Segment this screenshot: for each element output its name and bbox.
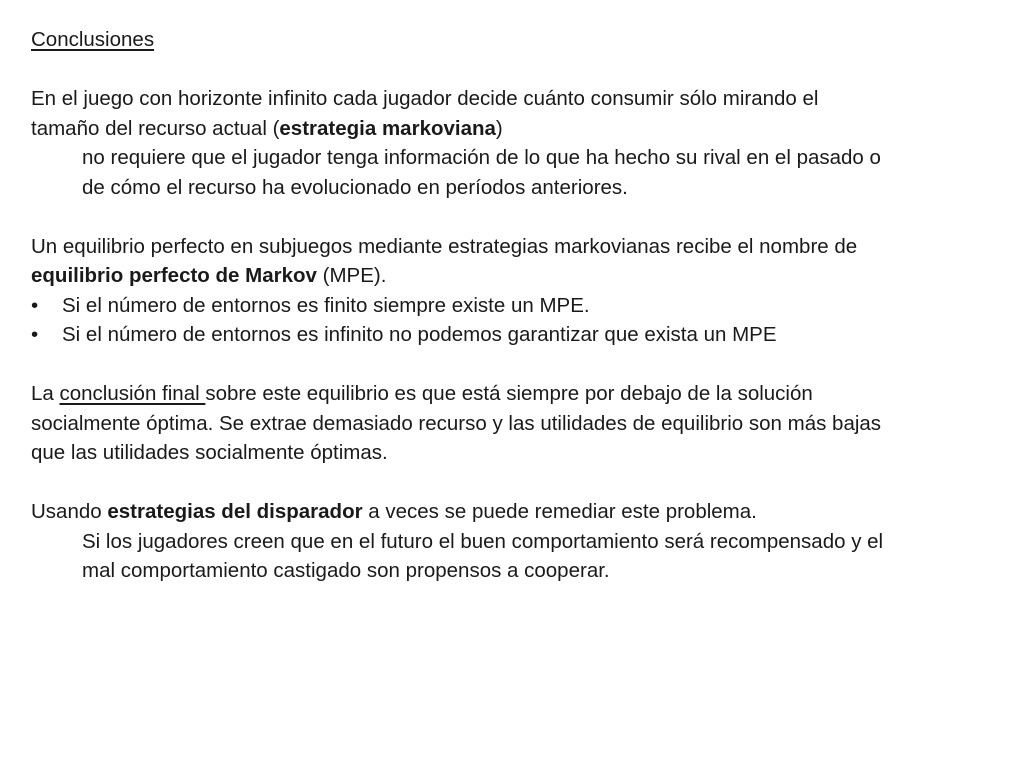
indented-line: Si los jugadores creen que en el futuro el buen comportamiento será recompensado y el <box>82 529 884 553</box>
text-line: que las utilidades socialmente óptimas. <box>31 441 388 464</box>
text-line <box>31 114 1000 144</box>
text-run: ) <box>495 116 503 140</box>
spacer <box>31 350 1000 380</box>
text-line: En el juego con horizonte infinito cada jugador decide cuánto consumir sólo mirando el <box>31 87 819 110</box>
bold-term: estrategia markoviana <box>279 116 496 140</box>
text-run: sobre este equilibrio es que está siempre por debajo de la solución <box>205 382 813 405</box>
spacer <box>31 202 1000 232</box>
paragraph-markov-strategy <box>31 84 1000 202</box>
bold-term: equilibrio perfecto de Markov <box>31 264 317 287</box>
spacer <box>31 55 1000 85</box>
indented-line: no requiere que el jugador tenga información de lo que ha hecho su rival en el pasado o <box>82 146 881 169</box>
text-line: socialmente óptima. Se extrae demasiado recurso y las utilidades de equilibrio son más bajas <box>31 411 882 435</box>
text-line: Un equilibrio perfecto en subjuegos mediante estrategias markovianas recibe el nombre de <box>31 234 858 258</box>
bullet-item <box>31 320 1000 350</box>
title-text: Conclusiones <box>31 28 155 51</box>
bullet-item <box>31 291 1000 321</box>
text-line <box>31 261 1000 291</box>
indented-line: de cómo el recurso ha evolucionado en períodos anteriores. <box>82 175 628 199</box>
text-run: La <box>31 382 60 405</box>
paragraph-trigger-strategies <box>31 497 1000 586</box>
text-run: a veces se puede remediar este problema. <box>362 500 757 523</box>
text-run: tamaño del recurso actual ( <box>31 116 280 140</box>
bullet-icon: • <box>31 323 39 346</box>
spacer <box>31 468 1000 498</box>
paragraph-final-conclusion <box>31 379 1000 468</box>
text-line <box>31 379 1000 409</box>
paragraph-mpe <box>31 232 1000 350</box>
slide-title <box>31 25 1000 55</box>
bold-term: estrategias del disparador <box>107 500 363 523</box>
bullet-icon: • <box>31 293 39 317</box>
text-run: (MPE). <box>316 264 387 287</box>
text-run: Usando <box>31 500 108 523</box>
underlined-term: conclusión final <box>59 382 206 405</box>
bullet-text: Si el número de entornos es infinito no podemos garantizar que exista un MPE <box>62 323 777 346</box>
indented-line: mal comportamiento castigado son propensos a cooperar. <box>82 559 610 582</box>
bullet-text: Si el número de entornos es finito siempre existe un MPE. <box>62 293 590 317</box>
text-line <box>31 497 1000 527</box>
